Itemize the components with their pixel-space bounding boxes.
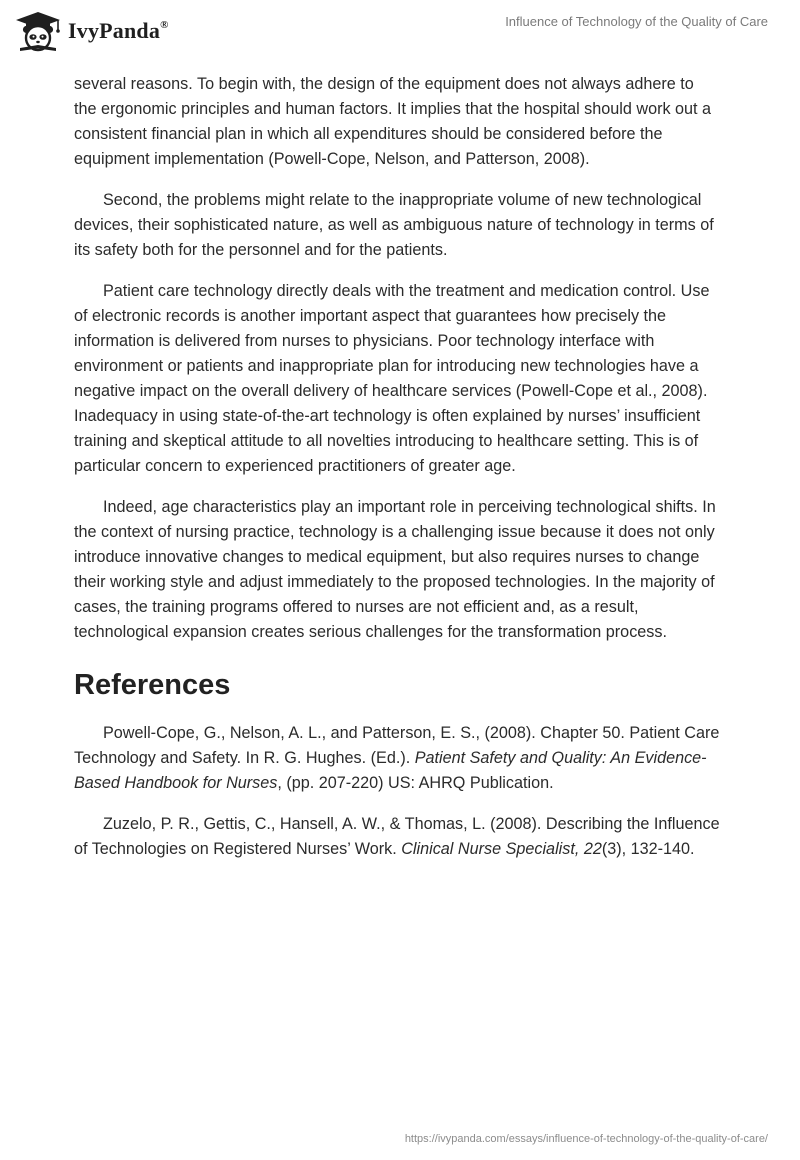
reference-entry xyxy=(74,721,720,796)
body-paragraph: Second, the problems might relate to the inappropriate volume of new technological devices, their sophisticated nature, as well as ambiguous nature of technology in terms of its safety both for the personnel and for the patients. xyxy=(74,191,714,259)
reference-title: Patient Safety and Quality: An Evidence-Based Handbook for Nurses xyxy=(74,749,707,792)
reference-text: (3), 132-140. xyxy=(601,840,695,858)
source-url[interactable]: https://ivypanda.com/essays/influence-of-technology-of-the-quality-of-care/ xyxy=(404,1133,768,1145)
essay-body xyxy=(74,72,720,878)
body-paragraph: Indeed, age characteristics play an important role in perceiving technological shifts. In the context of nursing practice, technology is a challenging issue because it does not only introduce innovative changes to medical equipment, but also requires nurses to change their working style and adjust immediately to the proposed technologies. In the majority of cases, the training programs offered to nurses are not efficient and, as a result, technological expansion creates serious challenges for the transformation process. xyxy=(74,498,716,641)
reference-title: Clinical Nurse Specialist, 22 xyxy=(401,840,602,858)
reference-text: Zuzelo, P. R., Gettis, C., Hansell, A. W., & Thomas, L. (2008). Describing the Influence of Technologies on Registered Nurses’ Work. xyxy=(74,815,720,858)
registered-mark: ® xyxy=(160,18,169,31)
reference-entry xyxy=(74,812,720,862)
panda-graduate-icon xyxy=(14,10,62,52)
brand-logo[interactable] xyxy=(14,10,169,52)
brand-name: IvyPanda® xyxy=(68,18,169,43)
reference-text: , (pp. 207-220) US: AHRQ Publication. xyxy=(277,774,554,792)
references-heading: References xyxy=(74,669,231,701)
body-paragraph: Patient care technology directly deals with the treatment and medication control. Use of electronic records is another important aspect that guarantees how precisely the information is delivered from nurses to physicians. Poor technology interface with environment or patients and inappropriate plan for introducing new technologies have a negative impact on the overall delivery of healthcare services (Powell-Cope et al., 2008). Inadequacy in using state-of-the-art technology is often explained by nurses’ insufficient training and skeptical attitude to all novelties introducing to healthcare setting. This is of particular concern to experienced practitioners of greater age. xyxy=(74,282,710,475)
reference-text: Powell-Cope, G., Nelson, A. L., and Patterson, E. S., (2008). Chapter 50. Patient Care Technology and Safety. In R. G. Hughes. (Ed.). xyxy=(74,724,720,767)
document-title: Influence of Technology of the Quality of Care xyxy=(505,14,768,29)
body-paragraph: several reasons. To begin with, the design of the equipment does not always adhere to the ergonomic principles and human factors. It implies that the hospital should work out a consistent financial plan in which all expenditures should be considered before the equipment implementation (Powell-Cope, Nelson, and Patterson, 2008). xyxy=(74,75,712,168)
